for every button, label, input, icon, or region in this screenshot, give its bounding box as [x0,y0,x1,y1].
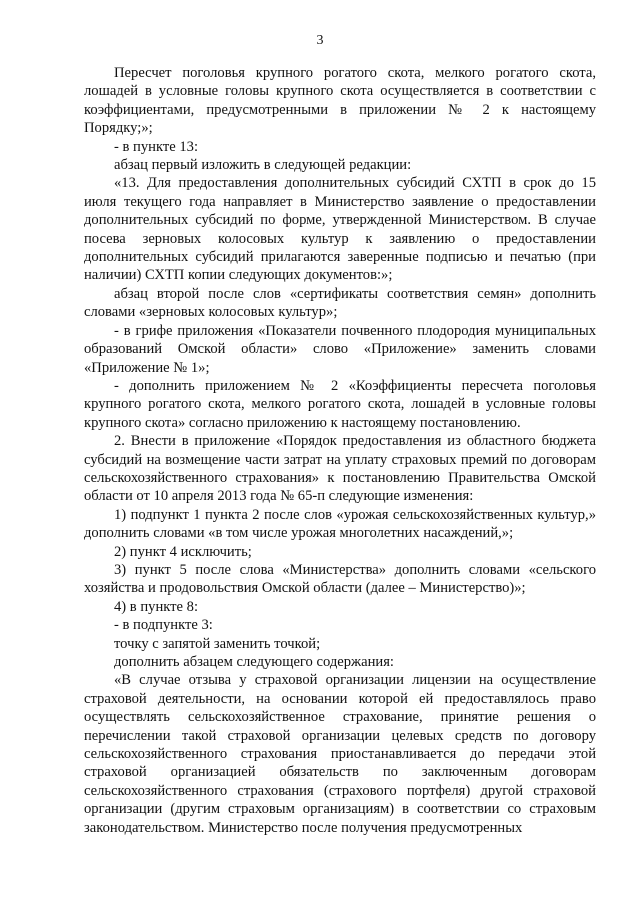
paragraph: 2) пункт 4 исключить; [114,543,252,560]
paragraph: - в пункте 13: [114,138,199,155]
paragraph: 3) пункт 5 после слова «Министерства» дополнить словами «сельского хозяйства и продовольствия Омской области (далее – Министерство)»; [84,561,596,597]
paragraph: 2. Внести в приложение «Порядок предоставления из областного бюджета субсидий на возмещение части затрат на уплату страховых премий по договорам сельскохозяйственного страхования» к постановлению Правительства Омской области от 10 апреля 2013 года № 65-п следующие изменения: [84,433,596,505]
paragraph: «13. Для предоставления дополнительных субсидий СХТП в срок до 15 июля текущего года направляет в Министерство заявление о предоставлении дополнительных субсидий по форме, утвержденной Министерством. В случае посева зерновых колосовых культур к заявлению о предоставлении дополнительных субсидий прилагаются заверенные подписью и печатью (при наличии) СХТП копии следующих документов:»; [84,175,596,284]
paragraph: 1) подпункт 1 пункта 2 после слов «урожая сельскохозяйственных культур,» дополнить словами «в том числе урожая многолетних насаждений,»; [84,506,596,542]
paragraph: 4) в пункте 8: [114,598,199,615]
paragraph: - в подпункте 3: [114,617,213,634]
paragraph: точку с запятой заменить точкой; [114,635,321,652]
paragraph: абзац второй после слов «сертификаты соответствия семян» дополнить словами «зерновых колосовых культур»; [84,285,596,321]
paragraph: - дополнить приложением № 2 «Коэффициенты пересчета поголовья крупного рогатого скота, мелкого рогатого скота, лошадей в условные головы крупного скота» согласно приложению к настоящему постановлению. [84,377,596,431]
paragraph: «В случае отзыва у страховой организации лицензии на осуществление страховой деятельности, на основании которой ей предоставлялось право осуществлять сельскохозяйственное страхование, принятие решения о перечислении такой страховой организации целевых средств по договору сельскохозяйственного страхования приостанавливается до передачи этой страховой организацией обязательств по заключенным договорам сельскохозяйственного страхования (страхового портфеля) другой страховой организации (другим страховым организациям) в соответствии со страховым законодательством. Министерство после получения предусмотренных [84,672,596,836]
paragraph: Пересчет поголовья крупного рогатого скота, мелкого рогатого скота, лошадей в условные головы крупного скота осуществляется в соответствии с коэффициентами, предусмотренными в приложении № 2 к настоящему Порядку;»; [84,65,596,137]
paragraph: - в грифе приложения «Показатели почвенного плодородия муниципальных образований Омской области» слово «Приложение» заменить словами «Приложение № 1»; [84,322,596,376]
document-body [84,64,596,837]
paragraph: абзац первый изложить в следующей редакции: [114,157,412,174]
page-number: 3 [316,33,324,48]
paragraph: дополнить абзацем следующего содержания: [114,654,394,670]
